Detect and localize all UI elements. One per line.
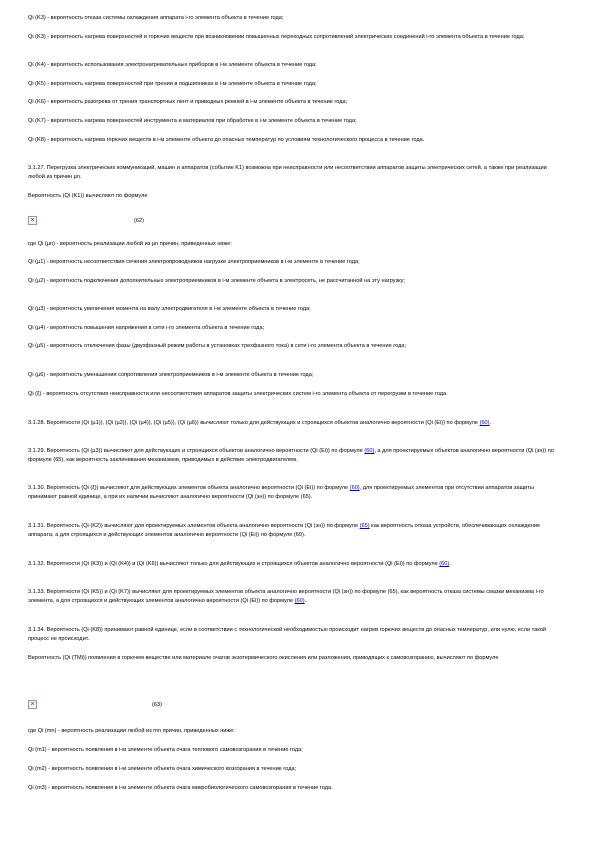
paragraph-text: Qi (K4) - вероятность использования электронагревательных приборов в i-м элементе объекта в течение года;	[28, 62, 317, 68]
paragraph-16	[28, 371, 558, 380]
paragraph-25	[28, 654, 558, 663]
paragraph-2	[28, 33, 558, 42]
paragraph-text: , а для проектируемых объектов аналогично вероятности (Qi (зн)) по формуле (65), как вероятность заклинивания механизмов, приводимых в действие электродвигателем.	[28, 448, 554, 463]
paragraph-text: Qi (µ1) - вероятность несоответствия сечения электропроводников нагрузке электроприемников в i-м элементе в течение года;	[28, 259, 360, 265]
paragraph-text: Qi (K3) - вероятность отказа системы охлаждения аппарата i-го элемента объекта в течение года;	[28, 15, 284, 21]
paragraph-8	[28, 164, 558, 182]
paragraph-text: Qi (µ4) - вероятность повышения напряжения в сети i-го элемента объекта в течение года;	[28, 325, 265, 331]
paragraph-23	[28, 588, 558, 606]
paragraph-24	[28, 626, 558, 644]
paragraph-text: .	[304, 598, 307, 604]
paragraph-text: Qi (K7) - вероятность нагрева поверхностей инструмента и материалов при обработке в i-м элементе объекта в течение года;	[28, 118, 357, 124]
paragraph-text: 3.1.32. Вероятности (Qi (K3)) и (Qi (K4)) и (Qi (K6)) вычисляют только для действующих и строящихся объектов аналогично вероятности (Qi (Ei)) по формуле	[28, 561, 440, 567]
paragraph-text: 3.1.33. Вероятности (Qi (K5)) и (Qi (K7)) вычисляют для проектируемых элементов объекта аналогично вероятности (Qi (зн)) по формуле (65), как вероятность отказа системы смазки механизма i-го элемента, а для строящихся и действующих элементов аналогично вероятности (Qi (Ei)) по формуле	[28, 589, 544, 604]
formula-link[interactable]: (60)	[364, 448, 375, 454]
paragraph-19	[28, 447, 558, 465]
paragraph-7	[28, 136, 558, 145]
paragraph-22	[28, 560, 558, 569]
paragraph-text: .	[449, 561, 451, 567]
paragraph-text: Вероятность (Qi (K1)) вычисляют по формуле	[28, 193, 148, 199]
paragraph-1	[28, 14, 558, 23]
paragraph-20	[28, 484, 558, 502]
paragraph-text: Вероятность (Qi (TMi)) появления в горючем веществе или материале очагов экзотермического окисления или разложения, приводящих к самовозгоранию, вычисляют по формуле	[28, 655, 499, 661]
paragraph-text: Qi (K3) - вероятность нагрева поверхностей и горючих веществ при возникновении повышенных переходных сопротивлений электрических соединений i-го элемента объекта в течение года;	[28, 34, 525, 40]
paragraph-13	[28, 305, 558, 314]
paragraph-10	[28, 240, 558, 249]
paragraph-text: .	[489, 420, 492, 426]
paragraph-text: Qi (µ6) - вероятность уменьшения сопротивления электроприемников в i-м элементе объекта в течение года;	[28, 372, 314, 378]
paragraph-text: Qi (ξ) - вероятность отсутствия неисправности или несоответствия аппаратов защиты электрических систем i-го элемента объекта от перегрузки в течение года.	[28, 391, 448, 397]
paragraph-text: 3.1.27. Перегрузка электрических коммуникаций, машин и аппаратов (событие K1) возможна при неисправности или несоответствии аппаратов защиты электрических сетей, а также при реализации любой из причин µn.	[28, 165, 547, 180]
paragraph-text: Qi (µ3) - вероятность увеличения момента на валу электродвигателя в i-м элементе объекта в течение года;	[28, 306, 311, 312]
paragraph-21	[28, 522, 558, 540]
equation-number: (63)	[152, 702, 162, 708]
paragraph-3	[28, 61, 558, 70]
paragraph-text: Qi (m2) - вероятность появления в i-м элементе объекта очага химического возгорания в течение года;	[28, 766, 297, 772]
paragraph-12	[28, 277, 558, 286]
paragraph-text: 3.1.28. Вероятности (Qi (µ1)), (Qi (µ2)), (Qi (µ4)), (Qi (µ5)), (Qi (µ6)) вычисляют только для действующих и строящихся объектов аналогично вероятности (Qi (Ei)) по формуле	[28, 420, 480, 426]
paragraph-5	[28, 98, 558, 107]
paragraph-text: 3.1.30. Вероятность (Qi (ξ)) вычисляют для действующих элементов объекта аналогично вероятности (Qi (Ei)) по формуле	[28, 485, 350, 491]
formula-link[interactable]: (60)	[479, 420, 490, 426]
formula-link[interactable]: (60)	[349, 485, 360, 491]
paragraph-26	[28, 727, 558, 736]
paragraph-text: как вероятность отказа устройств, обеспечивающих охлаждение аппарата, а для строящихся и действующих элементов аналогично вероятности (Qi (Ei)) по формуле (60).	[28, 523, 541, 538]
paragraph-text: где Qi (µn) - вероятность реализации любой из µn причин, приведенных ниже:	[28, 241, 232, 247]
formula-link[interactable]: (60)	[439, 561, 450, 567]
paragraph-28	[28, 765, 558, 774]
paragraph-17	[28, 390, 558, 399]
paragraph-text: Qi (µ5) - вероятность отключения фазы (двухфазный режим работы в установках трехфазного тока) в сети i-го элемента объекта в течение года;	[28, 343, 407, 349]
broken-image-icon: ×	[28, 700, 37, 709]
paragraph-11	[28, 258, 558, 267]
paragraph-text: Qi (m1) - вероятность появления в i-м элементе объекта очага теплового самовозгорания в течение года;	[28, 747, 303, 753]
paragraph-text: 3.1.34. Вероятность (Qi (K8)) принимают равной единице, если в соответствии с технологической необходимостью происходит нагрев горючих веществ до опасных температур, или нулю, если такой процесс не происходит.	[28, 627, 547, 642]
paragraph-text: , для проектируемых элементов при отсутствии аппаратов защиты принимают равной единице, а при их наличии вычисляют аналогично вероятности (Qi (зн)) по формуле (65).	[28, 485, 534, 500]
paragraph-29	[28, 784, 558, 793]
paragraph-6	[28, 117, 558, 126]
paragraph-text: Qi (K6) - вероятность разогрева от трения транспортных лент и приводных ремней в i-м элементе объекта в течение года;	[28, 99, 348, 105]
paragraph-text: где Qi (mn) - вероятность реализации любой из mn причин, приведенных ниже:	[28, 728, 235, 734]
paragraph-18	[28, 419, 558, 428]
paragraph-text: 3.1.29. Вероятность (Qi (µ3)) вычисляют для действующих и строящихся объектов аналогично вероятности (Qi (Ei)) по формуле	[28, 448, 365, 454]
paragraph-9	[28, 192, 558, 201]
formula-link[interactable]: (60)	[294, 598, 305, 604]
paragraph-4	[28, 80, 558, 89]
paragraph-text: Qi (µ2) - вероятность подключения дополнительных электроприемников в i-м элементе объекта в электросеть, не рассчитанной на эту нагрузку;	[28, 278, 405, 284]
paragraph-14	[28, 324, 558, 333]
paragraph-text: Qi (K5) - вероятность нагрева поверхностей при трении в подшипниках в i-м элементе объекта в течение года;	[28, 81, 317, 87]
broken-image-icon: ×	[28, 216, 37, 225]
paragraph-15	[28, 342, 558, 351]
paragraph-text: Qi (m3) - вероятность появления в i-м элементе объекта очага микробиологического самовозгорания в течение года.	[28, 785, 333, 791]
equation-number: (62)	[134, 218, 144, 224]
paragraph-text: Qi (K8) - вероятность нагрева горючих веществ в i-м элементе объекта до опасных температур по условиям технологического процесса в течение года.	[28, 137, 425, 143]
paragraph-27	[28, 746, 558, 755]
formula-link[interactable]: (65)	[359, 523, 370, 529]
paragraph-text: 3.1.31. Вероятность (Qi (K2)) вычисляют для проектируемых элементов объекта аналогично вероятности (Qi (зн)) по формуле	[28, 523, 360, 529]
